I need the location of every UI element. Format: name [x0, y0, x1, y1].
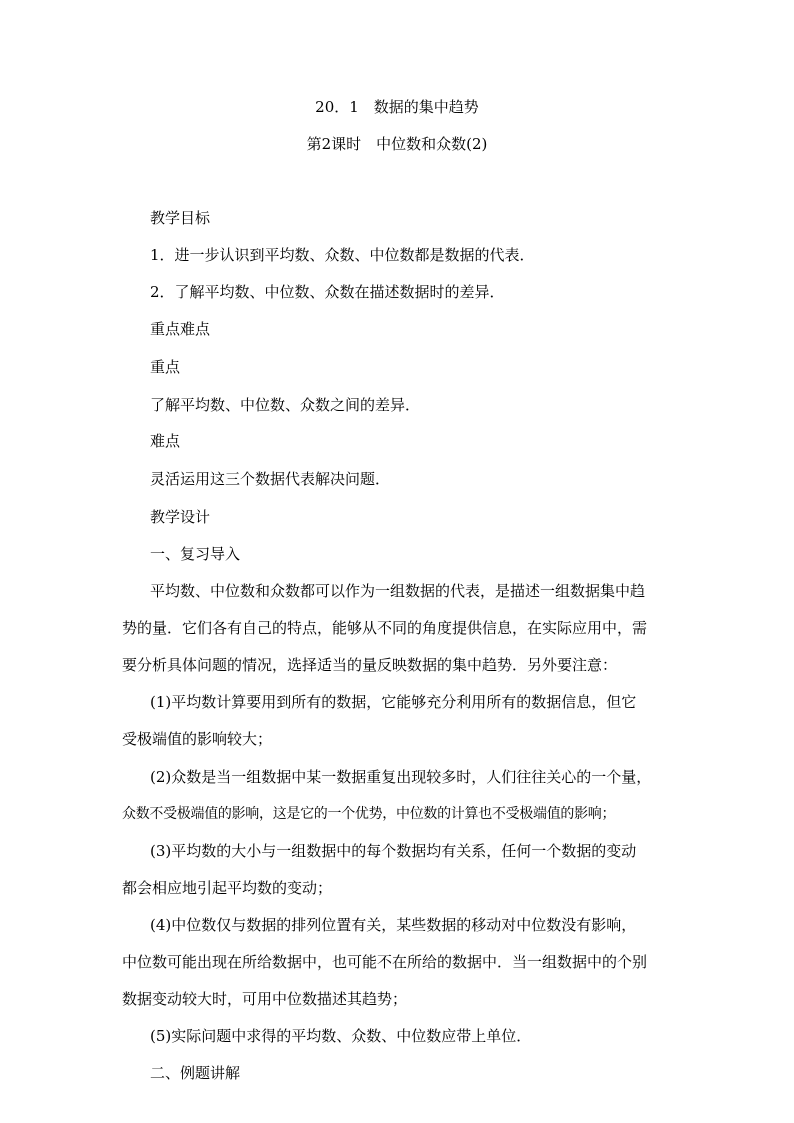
note-line: (2)众数是当一组数据中某一数据重复出现较多时，人们往往关心的一个量，	[150, 768, 652, 786]
focus-heading: 重点	[150, 358, 181, 376]
difficulty-heading: 难点	[150, 432, 181, 450]
note-line: (4)中位数仅与数据的排列位置有关，某些数据的移动对中位数没有影响，	[150, 916, 637, 934]
difficulty-text: 灵活运用这三个数据代表解决问题．	[150, 470, 391, 488]
focus-text: 了解平均数、中位数、众数之间的差异．	[150, 396, 421, 414]
note-line: 受极端值的影响较大；	[122, 730, 273, 748]
note-line: 数据变动较大时，可用中位数描述其趋势；	[122, 990, 408, 1008]
objective-item: 1．进一步认识到平均数、众数、中位数都是数据的代表．	[150, 246, 535, 264]
section-review-heading: 一、复习导入	[150, 545, 241, 563]
design-heading: 教学设计	[150, 508, 211, 526]
intro-line: 要分析具体问题的情况，选择适当的量反映数据的集中趋势．另外要注意：	[122, 656, 618, 674]
note-line: (1)平均数计算要用到所有的数据，它能够充分利用所有的数据信息，但它	[150, 693, 637, 711]
intro-line: 势的量．它们各有自己的特点，能够从不同的角度提供信息，在实际应用中，需	[122, 619, 648, 637]
note-line: 众数不受极端值的影响，这是它的一个优势，中位数的计算也不受极端值的影响；	[122, 806, 616, 822]
note-line: 都会相应地引起平均数的变动；	[122, 879, 333, 897]
objective-item: 2．了解平均数、中位数、众数在描述数据时的差异．	[150, 283, 505, 301]
note-line: (5)实际问题中求得的平均数、众数、中位数应带上单位．	[150, 1027, 532, 1045]
document-title: 20．1 数据的集中趋势	[315, 98, 479, 116]
lesson-subtitle: 第2课时 中位数和众数(2)	[306, 135, 488, 153]
section-examples-heading: 二、例题讲解	[150, 1064, 241, 1082]
note-line: (3)平均数的大小与一组数据中的每个数据均有关系，任何一个数据的变动	[150, 842, 637, 860]
objectives-heading: 教学目标	[150, 209, 211, 227]
intro-line: 平均数、中位数和众数都可以作为一组数据的代表，是描述一组数据集中趋	[150, 582, 646, 600]
key-points-heading: 重点难点	[150, 320, 211, 338]
note-line: 中位数可能出现在所给数据中，也可能不在所给的数据中．当一组数据中的个别	[122, 953, 648, 971]
